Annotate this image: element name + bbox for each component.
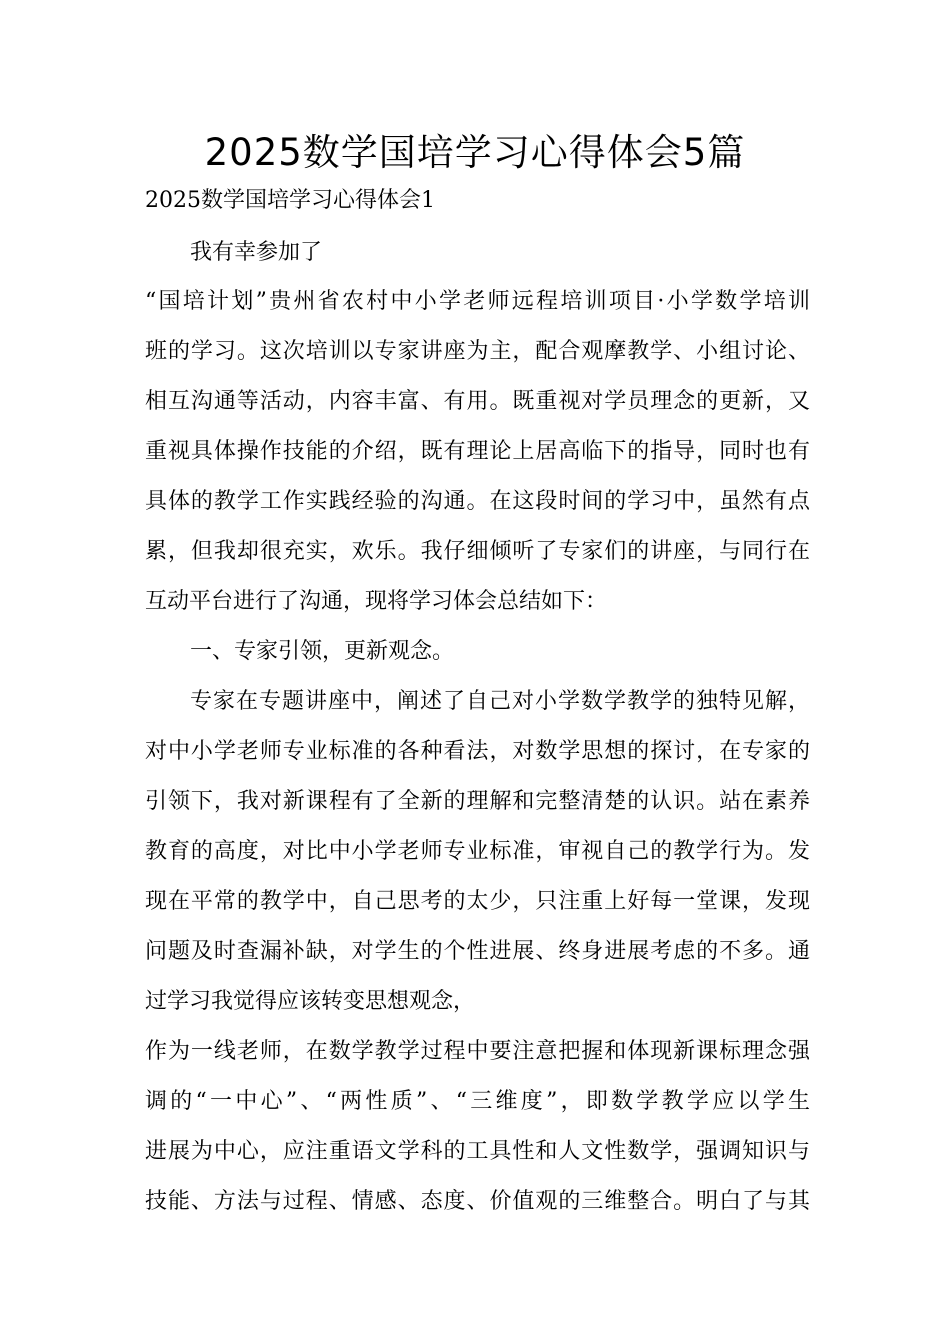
paragraph-line: “国培计划”贵州省农村中小学老师远程培训项目·小学数学培训 [145, 289, 810, 314]
paragraph-line: 具体的教学工作实践经验的沟通。在这段时间的学习中，虽然有点 [145, 489, 810, 514]
paragraph-line: 累，但我却很充实，欢乐。我仔细倾听了专家们的讲座，与同行在 [145, 539, 810, 564]
paragraph-line: 引领下，我对新课程有了全新的理解和完整清楚的认识。站在素养 [145, 789, 810, 814]
paragraph-line: 我有幸参加了 [190, 240, 323, 265]
document-title: 2025数学国培学习心得体会5篇 [204, 131, 746, 174]
paragraph-line: 问题及时查漏补缺，对学生的个性进展、终身进展考虑的不多。通 [145, 939, 810, 964]
paragraph-line: 过学习我觉得应该转变思想观念， [145, 989, 476, 1014]
paragraph-line: 作为一线老师，在数学教学过程中要注意把握和体现新课标理念强 [145, 1039, 810, 1064]
paragraph-line: 调的“一中心”、“两性质”、“三维度”，即数学教学应以学生 [145, 1089, 810, 1114]
paragraph-line: 相互沟通等活动，内容丰富、有用。既重视对学员理念的更新，又 [145, 389, 810, 414]
paragraph-line: 对中小学老师专业标准的各种看法，对数学思想的探讨，在专家的 [145, 739, 810, 764]
paragraph-line: 现在平常的教学中，自己思考的太少，只注重上好每一堂课，发现 [145, 889, 810, 914]
paragraph-line: 重视具体操作技能的介绍，既有理论上居高临下的指导，同时也有 [145, 439, 810, 464]
section-heading: 一、专家引领，更新观念。 [190, 639, 455, 664]
paragraph-line: 互动平台进行了沟通，现将学习体会总结如下： [145, 589, 608, 614]
paragraph-line: 班的学习。这次培训以专家讲座为主，配合观摩教学、小组讨论、 [145, 339, 810, 364]
paragraph-line: 教育的高度，对比中小学老师专业标准，审视自己的教学行为。发 [145, 839, 810, 864]
paragraph-line: 技能、方法与过程、情感、态度、价值观的三维整合。明白了与其 [145, 1189, 810, 1214]
section-subtitle: 2025数学国培学习心得体会1 [145, 188, 435, 213]
paragraph-line: 进展为中心，应注重语文学科的工具性和人文性数学，强调知识与 [145, 1139, 810, 1164]
paragraph-line: 专家在专题讲座中，阐述了自己对小学数学教学的独特见解， [190, 689, 810, 714]
